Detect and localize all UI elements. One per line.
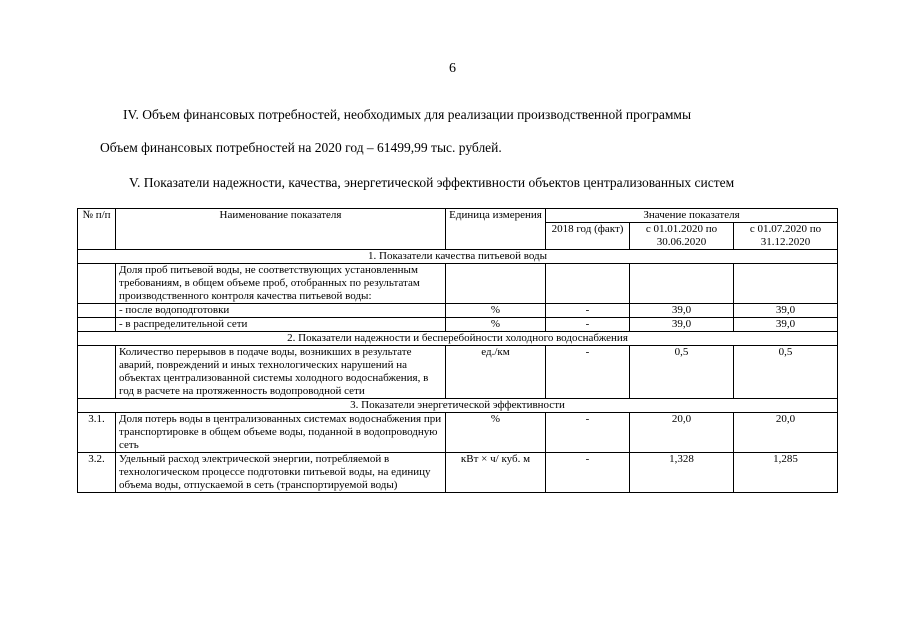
row-value-h1: 39,0 — [630, 318, 734, 332]
row-name: Доля потерь воды в централизованных системах водоснабжения при транспортировке в общем объеме воды, поданной в водопроводную сеть — [116, 413, 446, 453]
row-value-h2: 39,0 — [734, 304, 838, 318]
row-value-h2: 20,0 — [734, 413, 838, 453]
table-row — [78, 318, 838, 332]
header-num: № п/п — [78, 209, 116, 250]
table-row — [78, 453, 838, 493]
header-unit: Единица измерения — [446, 209, 546, 250]
section-title: 3. Показатели энергетической эффективности — [78, 399, 838, 413]
row-name: - после водоподготовки — [116, 304, 446, 318]
row-value-2018: - — [546, 318, 630, 332]
row-value-h2: 39,0 — [734, 318, 838, 332]
row-value-h1: 0,5 — [630, 346, 734, 399]
section-title-row — [78, 399, 838, 413]
header-name: Наименование показателя — [116, 209, 446, 250]
row-value-2018 — [546, 264, 630, 304]
table-row — [78, 264, 838, 304]
row-name: Доля проб питьевой воды, не соответствующих установленным требованиям, в общем объеме проб, отобранных по результатам производственного контроля качества питьевой воды: — [116, 264, 446, 304]
row-value-h2: 0,5 — [734, 346, 838, 399]
row-value-h1: 1,328 — [630, 453, 734, 493]
row-value-2018: - — [546, 346, 630, 399]
row-unit: % — [446, 318, 546, 332]
row-num: 3.1. — [78, 413, 116, 453]
row-unit — [446, 264, 546, 304]
header-value-group: Значение показателя — [546, 209, 838, 223]
row-name: Количество перерывов в подаче воды, возникших в результате аварий, повреждений и иных технологических нарушений на объектах централизованной системы холодного водоснабжения, в год в расчете на протяженность водопроводной сети — [116, 346, 446, 399]
row-num — [78, 318, 116, 332]
table-row — [78, 413, 838, 453]
financing-amount-line: Объем финансовых потребностей на 2020 год – 61499,99 тыс. рублей. — [100, 140, 502, 155]
row-unit: % — [446, 304, 546, 318]
header-h1-2020: с 01.01.2020 по 30.06.2020 — [630, 223, 734, 250]
section-title-row — [78, 250, 838, 264]
table-header-row — [78, 209, 838, 223]
row-value-2018: - — [546, 413, 630, 453]
row-value-h1: 20,0 — [630, 413, 734, 453]
row-value-h2: 1,285 — [734, 453, 838, 493]
row-value-h1: 39,0 — [630, 304, 734, 318]
row-value-h2 — [734, 264, 838, 304]
section-title: 2. Показатели надежности и бесперебойности холодного водоснабжения — [78, 332, 838, 346]
header-2018: 2018 год (факт) — [546, 223, 630, 250]
row-num — [78, 346, 116, 399]
row-unit: кВт × ч/ куб. м — [446, 453, 546, 493]
row-num: 3.2. — [78, 453, 116, 493]
section-5-heading: V. Показатели надежности, качества, энергетической эффективности объектов централизованных систем — [129, 175, 735, 190]
section-title-row — [78, 332, 838, 346]
row-unit: ед./км — [446, 346, 546, 399]
page-number: 6 — [449, 61, 456, 76]
row-num — [78, 264, 116, 304]
section-title: 1. Показатели качества питьевой воды — [78, 250, 838, 264]
table-row — [78, 304, 838, 318]
table-row — [78, 346, 838, 399]
row-unit: % — [446, 413, 546, 453]
row-value-2018: - — [546, 453, 630, 493]
row-name: - в распределительной сети — [116, 318, 446, 332]
row-value-h1 — [630, 264, 734, 304]
header-h2-2020: с 01.07.2020 по 31.12.2020 — [734, 223, 838, 250]
indicators-table — [77, 208, 838, 493]
row-name: Удельный расход электрической энергии, потребляемой в технологическом процессе подготовки питьевой воды, на единицу объема воды, отпускаемой в сеть (транспортируемой воды) — [116, 453, 446, 493]
row-num — [78, 304, 116, 318]
section-4-heading: IV. Объем финансовых потребностей, необходимых для реализации производственной программы — [123, 107, 692, 122]
row-value-2018: - — [546, 304, 630, 318]
